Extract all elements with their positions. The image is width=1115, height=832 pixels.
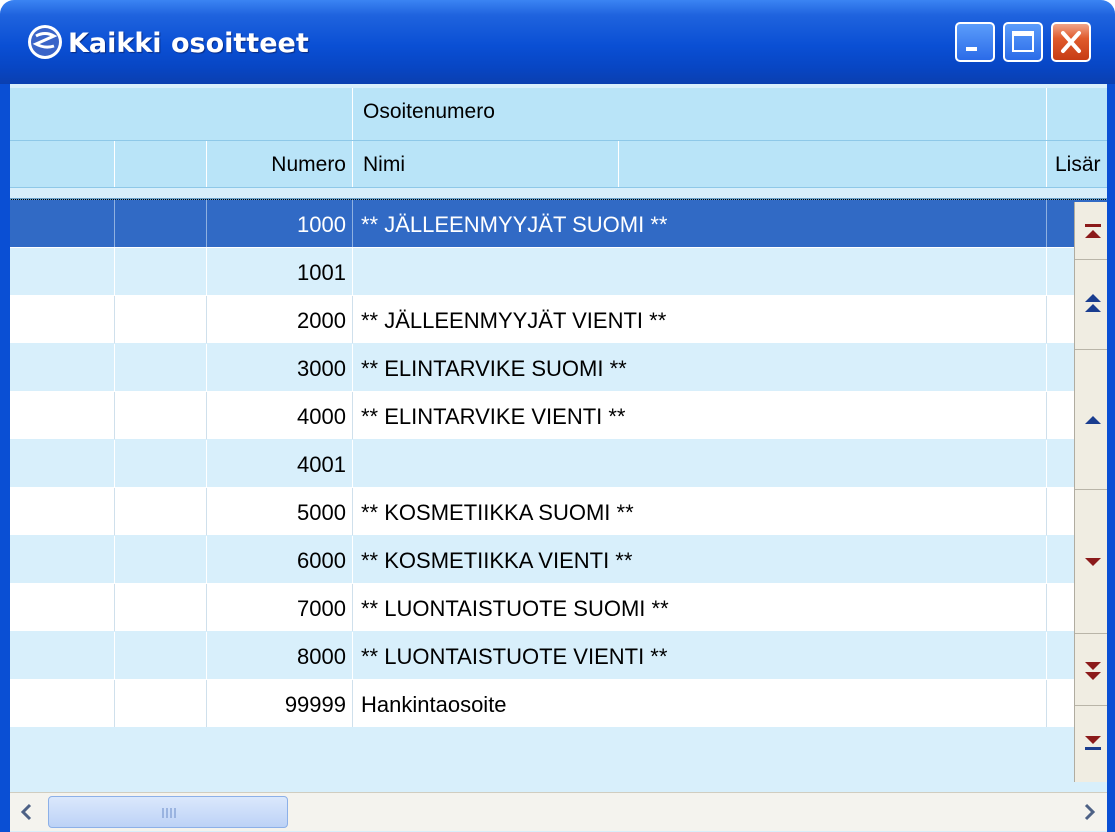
table-row[interactable] [10,392,1107,440]
group-header-osoitenumero[interactable] [353,88,1047,140]
row-nimi: ** LUONTAISTUOTE SUOMI ** [361,596,669,621]
minimize-button[interactable] [955,22,995,62]
row-nimi: ** JÄLLEENMYYJÄT SUOMI ** [361,212,668,237]
chevron-right-icon [1072,795,1106,829]
row-cell-blank [10,200,115,247]
window-frame-left [0,84,10,832]
column-header-nimi-label: Nimi [363,153,405,176]
row-cell-nimi [353,440,1047,487]
table-row[interactable] [10,200,1107,248]
row-cell-blank [10,440,115,487]
row-cell-blank [10,536,115,583]
row-nimi: ** ELINTARVIKE SUOMI ** [361,356,627,381]
column-header-row [10,141,1107,188]
row-numero: 7000 [297,596,346,621]
title-bar[interactable] [0,0,1115,84]
row-nimi: ** ELINTARVIKE VIENTI ** [361,404,626,429]
first-record-button[interactable] [1075,202,1107,260]
row-cell-numero [207,248,353,295]
column-header-lisa[interactable] [1047,141,1107,187]
row-numero: 8000 [297,644,346,669]
table-row[interactable] [10,248,1107,296]
row-cell-blank [10,632,115,679]
group-header-label: Osoitenumero [363,100,495,123]
row-cell-blank [115,584,207,631]
record-navigator [1074,202,1107,782]
table-row[interactable] [10,584,1107,632]
header-separator [10,188,1107,200]
row-cell-nimi [353,344,1047,391]
row-cell-numero [207,344,353,391]
row-cell-blank [115,296,207,343]
row-cell-nimi [353,392,1047,439]
row-cell-blank [115,680,207,727]
row-numero: 3000 [297,356,346,381]
column-header-blank-2[interactable] [115,141,207,187]
row-cell-blank [10,248,115,295]
table-row[interactable] [10,680,1107,728]
group-header-spacer [10,88,353,140]
row-cell-numero [207,392,353,439]
row-cell-blank [115,344,207,391]
column-header-blank-1[interactable] [10,141,115,187]
row-cell-blank [10,296,115,343]
row-cell-numero [207,440,353,487]
previous-record-button[interactable] [1075,350,1107,490]
table-row[interactable] [10,440,1107,488]
row-cell-numero [207,200,353,247]
row-nimi: ** LUONTAISTUOTE VIENTI ** [361,644,668,669]
next-record-icon [1081,548,1105,576]
row-cell-blank [115,440,207,487]
row-cell-numero [207,584,353,631]
scroll-thumb[interactable] [48,796,288,828]
last-record-button[interactable] [1075,706,1107,782]
column-header-numero-label: Numero [271,153,346,176]
window-title: Kaikki osoitteet [68,28,309,59]
row-numero: 4000 [297,404,346,429]
row-numero: 5000 [297,500,346,525]
maximize-icon [1005,24,1041,60]
row-nimi: ** JÄLLEENMYYJÄT VIENTI ** [361,308,667,333]
table-row[interactable] [10,632,1107,680]
close-icon [1053,24,1089,60]
column-header-blank-3[interactable] [619,141,1047,187]
row-nimi: Hankintaosoite [361,692,507,717]
minimize-icon [957,24,993,60]
previous-record-icon [1081,406,1105,434]
group-header-row [10,88,1107,141]
row-cell-blank [115,200,207,247]
scroll-right-button[interactable] [1072,795,1106,829]
group-header-extra [1047,88,1107,140]
page-down-button[interactable] [1075,634,1107,706]
maximize-button[interactable] [1003,22,1043,62]
window-frame-right [1107,84,1115,832]
row-cell-nimi [353,632,1047,679]
row-cell-numero [207,632,353,679]
row-cell-numero [207,296,353,343]
table-row[interactable] [10,488,1107,536]
close-button[interactable] [1051,22,1091,62]
row-cell-blank [10,392,115,439]
app-logo-icon [26,23,64,61]
table-row[interactable] [10,536,1107,584]
row-numero: 4001 [297,452,346,477]
column-header-numero[interactable] [207,141,353,187]
table-row[interactable] [10,296,1107,344]
row-cell-blank [115,488,207,535]
row-cell-nimi [353,584,1047,631]
row-cell-nimi [353,488,1047,535]
row-cell-nimi [353,536,1047,583]
last-record-icon [1081,728,1105,756]
row-numero: 1000 [297,212,346,237]
row-numero: 1001 [297,260,346,285]
row-numero: 99999 [284,692,346,717]
row-cell-blank [10,680,115,727]
row-cell-numero [207,488,353,535]
row-numero: 2000 [297,308,346,333]
row-cell-nimi [353,200,1047,247]
row-cell-blank [10,488,115,535]
row-cell-nimi [353,680,1047,727]
row-cell-blank [115,632,207,679]
row-cell-blank [115,248,207,295]
row-cell-blank [115,392,207,439]
column-header-nimi[interactable] [353,141,619,187]
page-down-icon [1081,656,1105,684]
row-cell-blank [10,584,115,631]
row-cell-numero [207,536,353,583]
row-nimi: ** KOSMETIIKKA SUOMI ** [361,500,634,525]
horizontal-scrollbar[interactable] [10,792,1107,831]
column-header-lisa-label: Lisär [1055,153,1101,176]
row-cell-nimi [353,296,1047,343]
row-nimi: ** KOSMETIIKKA VIENTI ** [361,548,633,573]
first-record-icon [1081,218,1105,246]
chevron-left-icon [10,795,44,829]
row-cell-blank [10,344,115,391]
address-grid [10,84,1107,832]
page-up-icon [1081,290,1105,318]
scroll-left-button[interactable] [10,795,44,829]
table-row[interactable] [10,344,1107,392]
next-record-button[interactable] [1075,490,1107,634]
row-cell-numero [207,680,353,727]
row-cell-blank [115,536,207,583]
grip-icon [159,806,179,820]
row-numero: 6000 [297,548,346,573]
page-up-button[interactable] [1075,260,1107,350]
row-cell-nimi [353,248,1047,295]
